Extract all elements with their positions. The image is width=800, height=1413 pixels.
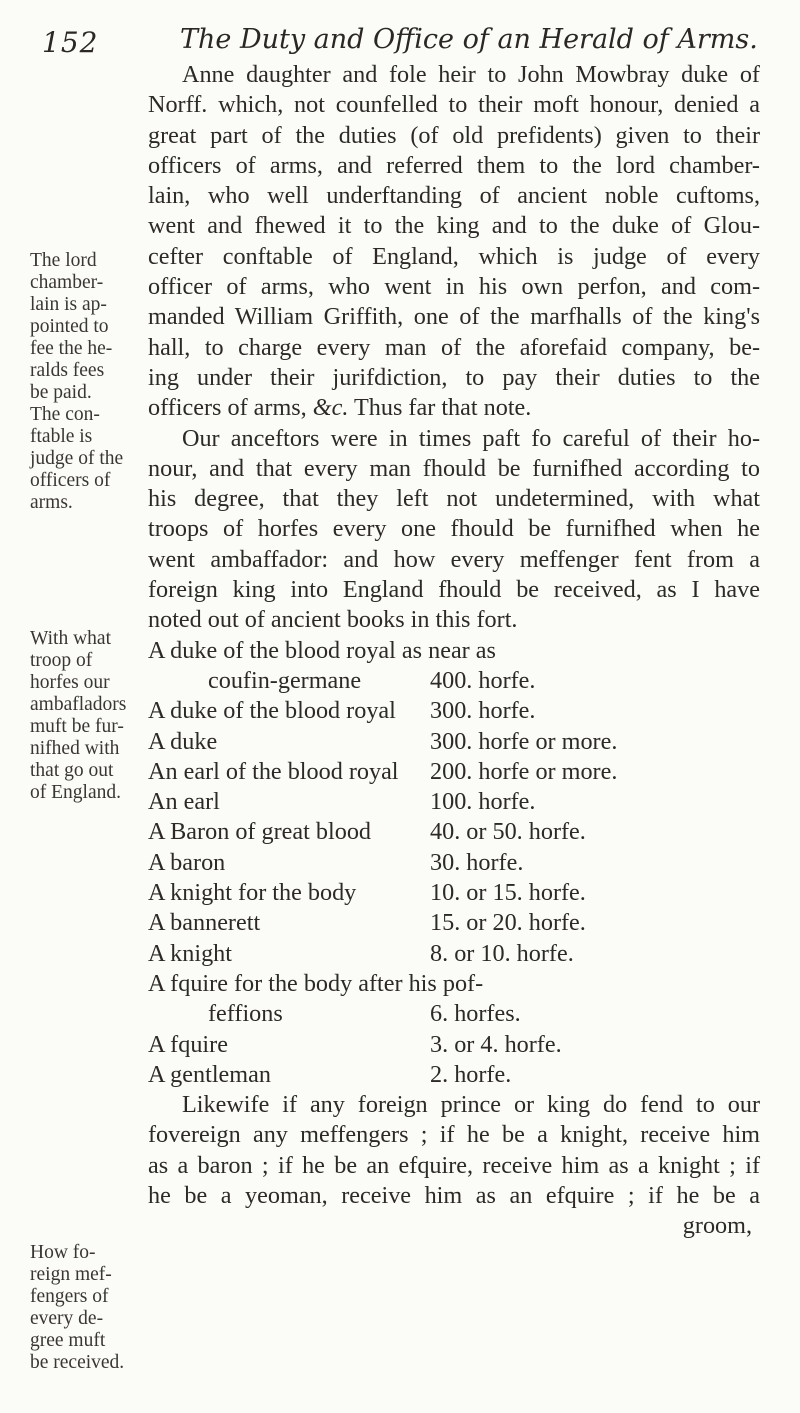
- table-row: [148, 1060, 760, 1090]
- text-line: Norff. which, not counfelled to their moft honour, denied a: [148, 91, 760, 119]
- margin-note-line: lain is ap-: [30, 294, 107, 315]
- margin-note-ambassadors: [30, 628, 142, 804]
- margin-note-line: fee the he-: [30, 338, 113, 359]
- text-line: officer of arms, who went in his own perfon, and com-: [148, 273, 760, 301]
- text-line: Likewife if any foreign prince or king do fend to our: [182, 1091, 760, 1119]
- text-line: nour, and that every man fhould be furnifhed according to: [148, 454, 760, 482]
- etc-abbreviation: &c.: [312, 394, 349, 422]
- rank-label: A gentleman: [148, 1060, 271, 1088]
- table-row: [148, 817, 760, 847]
- margin-note-line: nifhed with: [30, 738, 120, 759]
- table-row: [148, 727, 760, 757]
- margin-note-line: officers of: [30, 470, 111, 491]
- margin-note-line: reign mef-: [30, 1264, 112, 1285]
- margin-note-line: gree muft: [30, 1330, 106, 1351]
- retinue-table: [148, 636, 760, 1090]
- margin-note-line: judge of the: [30, 448, 124, 469]
- text-fragment: officers of arms,: [148, 394, 313, 422]
- margin-note-line: be paid.: [30, 382, 92, 403]
- margin-note-line: be received.: [30, 1352, 125, 1373]
- rank-label: A Baron of great blood: [148, 818, 372, 846]
- text-line: went ambaffador: and how every meffenger fent from a: [148, 545, 760, 573]
- table-row: [148, 908, 760, 938]
- margin-note-line: that go out: [30, 760, 114, 781]
- table-row: [148, 636, 760, 666]
- text-line: as a baron ; if he be an efquire, receive him as a knight ; if: [148, 1151, 760, 1179]
- margin-note-messengers: [30, 1242, 142, 1374]
- text-line: manded William Griffith, one of the marfhalls of the king's: [148, 303, 760, 331]
- margin-note-line: The con-: [30, 404, 100, 425]
- text-line: officers of arms, and referred them to the lord chamber-: [148, 151, 760, 179]
- catchword: groom,: [682, 1212, 752, 1240]
- margin-note-line: horfes our: [30, 672, 110, 693]
- text-line: cefter conftable of England, which is judge of every: [148, 242, 760, 270]
- paragraph-ambassadors: [148, 424, 760, 636]
- margin-note-line: How fo-: [30, 1242, 96, 1263]
- rank-label: A duke of the blood royal as near as: [148, 636, 496, 664]
- margin-note-line: chamber-: [30, 272, 104, 293]
- margin-note-line: ralds fees: [30, 360, 105, 381]
- text-line: [148, 393, 760, 423]
- table-row: [148, 666, 760, 696]
- text-line: Anne daughter and fole heir to John Mowbray duke of: [182, 61, 760, 88]
- horse-count: 3. or 4. horfe.: [430, 1030, 562, 1058]
- table-row: [148, 787, 760, 817]
- text-line: went and fhewed it to the king and to the duke of Glou-: [148, 212, 760, 240]
- text-line: Our anceftors were in times paft fo careful of their ho-: [182, 424, 760, 452]
- table-row: [148, 939, 760, 969]
- rank-label: coufin-germane: [208, 666, 362, 694]
- rank-label: A duke: [148, 727, 218, 755]
- margin-note-line: muft be fur-: [30, 716, 124, 737]
- rank-label: An earl: [148, 788, 220, 816]
- rank-label: A fquire: [148, 1030, 228, 1058]
- margin-note-line: every de-: [30, 1308, 104, 1329]
- margin-note-line: troop of: [30, 650, 93, 671]
- page-number: 152: [42, 26, 99, 59]
- margin-note-line: arms.: [30, 492, 73, 513]
- horse-count: 30. horfe.: [430, 848, 524, 876]
- horse-count: 300. horfe or more.: [430, 727, 618, 755]
- text-line: fovereign any meffengers ; if he be a knight, receive him: [148, 1121, 760, 1149]
- text-line: great part of the duties (of old prefidents) given to their: [148, 121, 760, 149]
- text-line: foreign king into England fhould be received, as I have: [148, 576, 760, 604]
- horse-count: 6. horfes.: [430, 1000, 521, 1028]
- rank-label: A knight for the body: [148, 879, 357, 907]
- table-row: [148, 696, 760, 726]
- text-line: troops of horfes every one fhould be furnifhed when he: [148, 515, 760, 543]
- horse-count: 8. or 10. horfe.: [430, 939, 574, 967]
- margin-note-line: fengers of: [30, 1286, 109, 1307]
- margin-note-line: ftable is: [30, 426, 93, 447]
- horse-count: 300. horfe.: [430, 697, 536, 725]
- text-line: his degree, that they left not undetermined, with what: [148, 485, 760, 513]
- rank-label: An earl of the blood royal: [148, 757, 399, 785]
- text-line: hall, to charge every man of the aforefaid company, be-: [148, 333, 760, 361]
- margin-note-line: pointed to: [30, 316, 109, 337]
- horse-count: 100. horfe.: [430, 788, 536, 816]
- text-line: lain, who well underftanding of ancient noble cuftoms,: [148, 182, 760, 210]
- running-head: The Duty and Office of an Herald of Arms.: [180, 24, 758, 55]
- margin-note-line: With what: [30, 628, 111, 649]
- table-row: [148, 1030, 760, 1060]
- paragraph-messengers: [148, 1090, 760, 1241]
- margin-note-line: The lord: [30, 250, 97, 271]
- table-row: [148, 878, 760, 908]
- text-line: he be a yeoman, receive him as an efquire ; if he be a: [148, 1181, 760, 1209]
- horse-count: 400. horfe.: [430, 666, 536, 694]
- text-line: noted out of ancient books in this fort.: [148, 606, 518, 634]
- rank-label: A baron: [148, 848, 226, 876]
- horse-count: 10. or 15. horfe.: [430, 879, 586, 907]
- horse-count: 15. or 20. horfe.: [430, 909, 586, 937]
- rank-label: A fquire for the body after his pof-: [148, 969, 484, 997]
- table-row: [148, 757, 760, 787]
- table-row: [148, 999, 760, 1029]
- rank-label: A bannerett: [148, 909, 261, 937]
- table-row: [148, 848, 760, 878]
- paragraph-duties: [148, 60, 760, 424]
- horse-count: 200. horfe or more.: [430, 757, 618, 785]
- rank-label: feffions: [208, 1000, 283, 1028]
- margin-note-line: of England.: [30, 782, 121, 803]
- text-line: ing under their jurifdiction, to pay their duties to the: [148, 363, 760, 391]
- text-fragment: Thus far that note.: [348, 394, 532, 422]
- body-text: [148, 60, 760, 1242]
- horse-count: 40. or 50. horfe.: [430, 818, 586, 846]
- horse-count: 2. horfe.: [430, 1060, 512, 1088]
- margin-note-line: ambafladors: [30, 694, 127, 715]
- rank-label: A knight: [148, 939, 232, 967]
- table-row: [148, 969, 760, 999]
- rank-label: A duke of the blood royal: [148, 697, 396, 725]
- margin-note-chamberlain: [30, 250, 142, 514]
